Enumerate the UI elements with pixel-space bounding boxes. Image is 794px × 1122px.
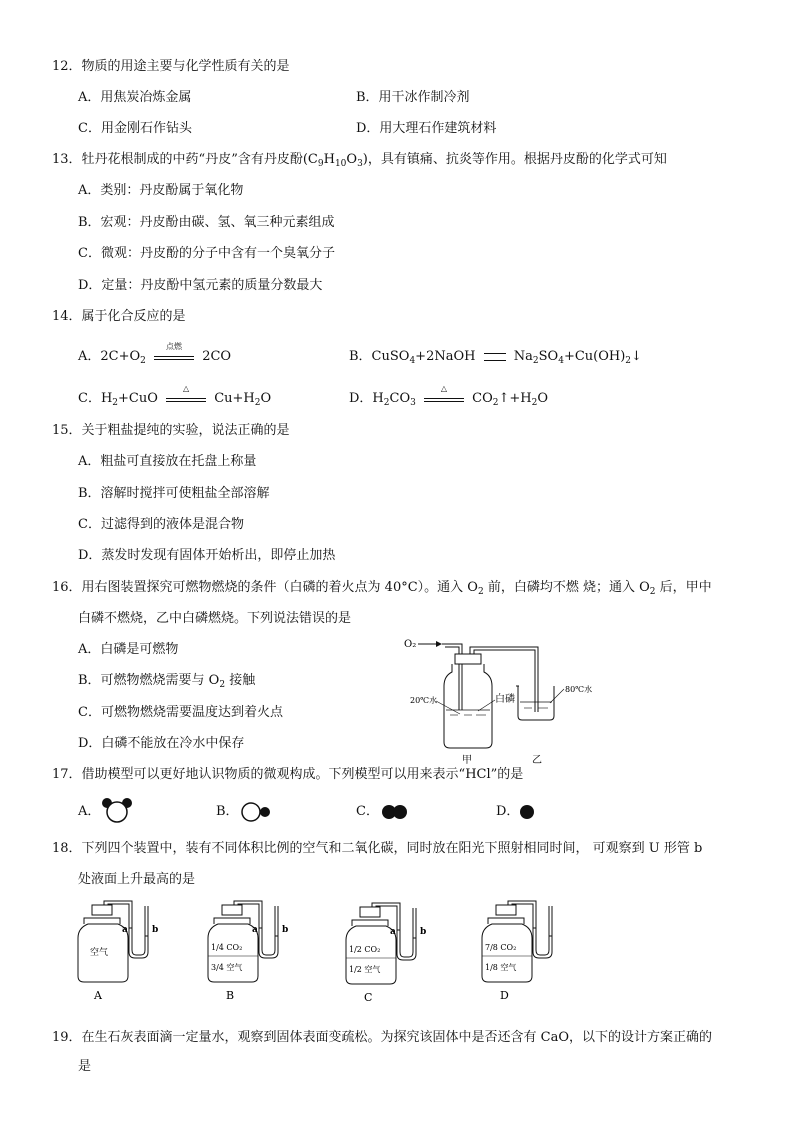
molecule-model-d-icon — [518, 803, 536, 821]
water-20c-label: 20℃水 — [410, 696, 438, 705]
combustion-apparatus-figure — [400, 630, 610, 765]
reaction-arrow: △ — [424, 392, 464, 406]
apparatus-yi-label: 乙 — [532, 755, 542, 765]
q14-option-c: C．$H_2+CuO$ △ $Cu+H_2O$ — [78, 383, 272, 408]
q15-stem: 15．关于粗盐提纯的实验，说法正确的是 — [52, 423, 290, 438]
q16-option-c: C．可燃物燃烧需要温度达到着火点 — [78, 705, 283, 720]
q17-option-c: C． — [356, 804, 379, 819]
q13-option-c: C．微观：丹皮酚的分子中含有一个臭氧分子 — [78, 246, 335, 261]
tube-end-a-label: a — [252, 925, 258, 935]
o2-label: O₂ — [404, 639, 417, 650]
gas-composition-top-label: 1/4 CO₂ — [211, 943, 243, 952]
gas-composition-bottom-label: 1/8 空气 — [485, 963, 517, 972]
q17-option-a: A． — [78, 804, 101, 819]
q16-option-d: D．白磷不能放在冷水中保存 — [78, 736, 245, 751]
q15-option-b: B．溶解时搅拌可使粗盐全部溶解 — [78, 486, 270, 501]
tube-end-b-label: b — [282, 925, 289, 935]
tube-end-a-label: a — [390, 927, 396, 937]
q16-option-a: A．白磷是可燃物 — [78, 642, 179, 657]
q12-option-d: D．用大理石作建筑材料 — [356, 121, 497, 136]
q13-option-a: A．类别：丹皮酚属于氧化物 — [78, 183, 244, 198]
tube-end-a-label: a — [122, 925, 128, 935]
apparatus-b — [208, 901, 288, 1002]
molecule-model-c-icon — [380, 803, 410, 821]
molecule-model-a-icon — [100, 796, 134, 826]
molecule-model-b-icon — [240, 801, 274, 823]
q12-option-c: C．用金刚石作钻头 — [78, 121, 192, 136]
q19-stem-line1: 19．在生石灰表面滴一定量水，观察到固体表面变疏松。为探究该固体中是否还含有 CaO，以下的设计方案正确的 — [52, 1030, 713, 1045]
q18-stem-line2: 处液面上升最高的是 — [78, 872, 196, 887]
apparatus-d-label: D — [500, 989, 509, 1002]
q15-option-a: A．粗盐可直接放在托盘上称量 — [78, 454, 257, 469]
q13-option-d: D．定量：丹皮酚中氢元素的质量分数最大 — [78, 278, 323, 293]
q16-option-b: B．可燃物燃烧需要与 $O_2$ 接触 — [78, 673, 256, 690]
q12-stem: 12．物质的用途主要与化学性质有关的是 — [52, 59, 290, 74]
gas-composition-bottom-label: 3/4 空气 — [211, 963, 243, 972]
apparatus-c-label: C — [364, 991, 373, 1004]
apparatus-d — [482, 901, 552, 1002]
gas-composition-bottom-label: 1/2 空气 — [349, 965, 381, 974]
tube-end-b-label: b — [420, 927, 427, 937]
white-phosphorus-label: 白磷 — [495, 694, 515, 705]
u-tube-apparatus-figure — [70, 900, 590, 1010]
apparatus-jia-label: 甲 — [462, 755, 472, 765]
water-80c-label: 80℃水 — [565, 685, 593, 694]
apparatus-a-label: A — [94, 989, 102, 1002]
q16-stem-line2: 白磷不燃烧，乙中白磷燃烧。下列说法错误的是 — [78, 611, 352, 626]
q12-option-b: B．用干冰作制冷剂 — [356, 90, 470, 105]
equals-sign — [484, 353, 506, 361]
reaction-arrow: 点燃 — [154, 350, 194, 364]
q14-option-b: B．CuSO$_4$+2NaOH $Na_2SO_4+Cu(OH)_2↓$ — [349, 349, 642, 366]
apparatus-a — [78, 901, 158, 1002]
q15-option-c: C．过滤得到的液体是混合物 — [78, 517, 244, 532]
apparatus-c — [346, 903, 426, 1004]
q17-stem: 17．借助模型可以更好地认识物质的微观构成。下列模型可以用来表示“HCl”的是 — [52, 767, 524, 782]
q14-stem: 14．属于化合反应的是 — [52, 309, 186, 324]
q17-option-b: B． — [216, 804, 239, 819]
tube-end-b-label: b — [152, 925, 159, 935]
q17-option-d: D． — [496, 804, 520, 819]
reaction-arrow: △ — [166, 392, 206, 406]
apparatus-b-label: B — [226, 989, 235, 1002]
gas-composition-label: 空气 — [90, 948, 109, 958]
q13-stem: 13．牡丹花根制成的中药“丹皮”含有丹皮酚$(C_9H_{10}O_3)$，具有镇痛、抗炎等作用。根据丹皮酚的化学式可知 — [52, 152, 667, 169]
q14-option-a: A．$2C+O_2$ 点燃 2CO — [78, 341, 232, 366]
gas-composition-top-label: 7/8 CO₂ — [485, 943, 517, 952]
q15-option-d: D．蒸发时发现有固体开始析出，即停止加热 — [78, 548, 336, 563]
q14-option-d: D．$H_2CO_3$ △ $CO_2↑+H_2O$ — [349, 383, 548, 408]
q13-option-b: B．宏观：丹皮酚由碳、氢、氧三种元素组成 — [78, 215, 335, 230]
q19-stem-line2: 是 — [78, 1059, 92, 1074]
q18-stem-line1: 18．下列四个装置中，装有不同体积比例的空气和二氧化碳，同时放在阳光下照射相同时间， 可观察到 U 形管 b — [52, 841, 703, 856]
q16-stem-line1: 16．用右图装置探究可燃物燃烧的条件（白磷的着火点为 40°C）。通入 $O_2$ 前，白磷均不燃 烧；通入 $O_2$ 后，甲中 — [52, 580, 712, 597]
gas-composition-top-label: 1/2 CO₂ — [349, 945, 381, 954]
q12-option-a: A．用焦炭冶炼金属 — [78, 90, 192, 105]
